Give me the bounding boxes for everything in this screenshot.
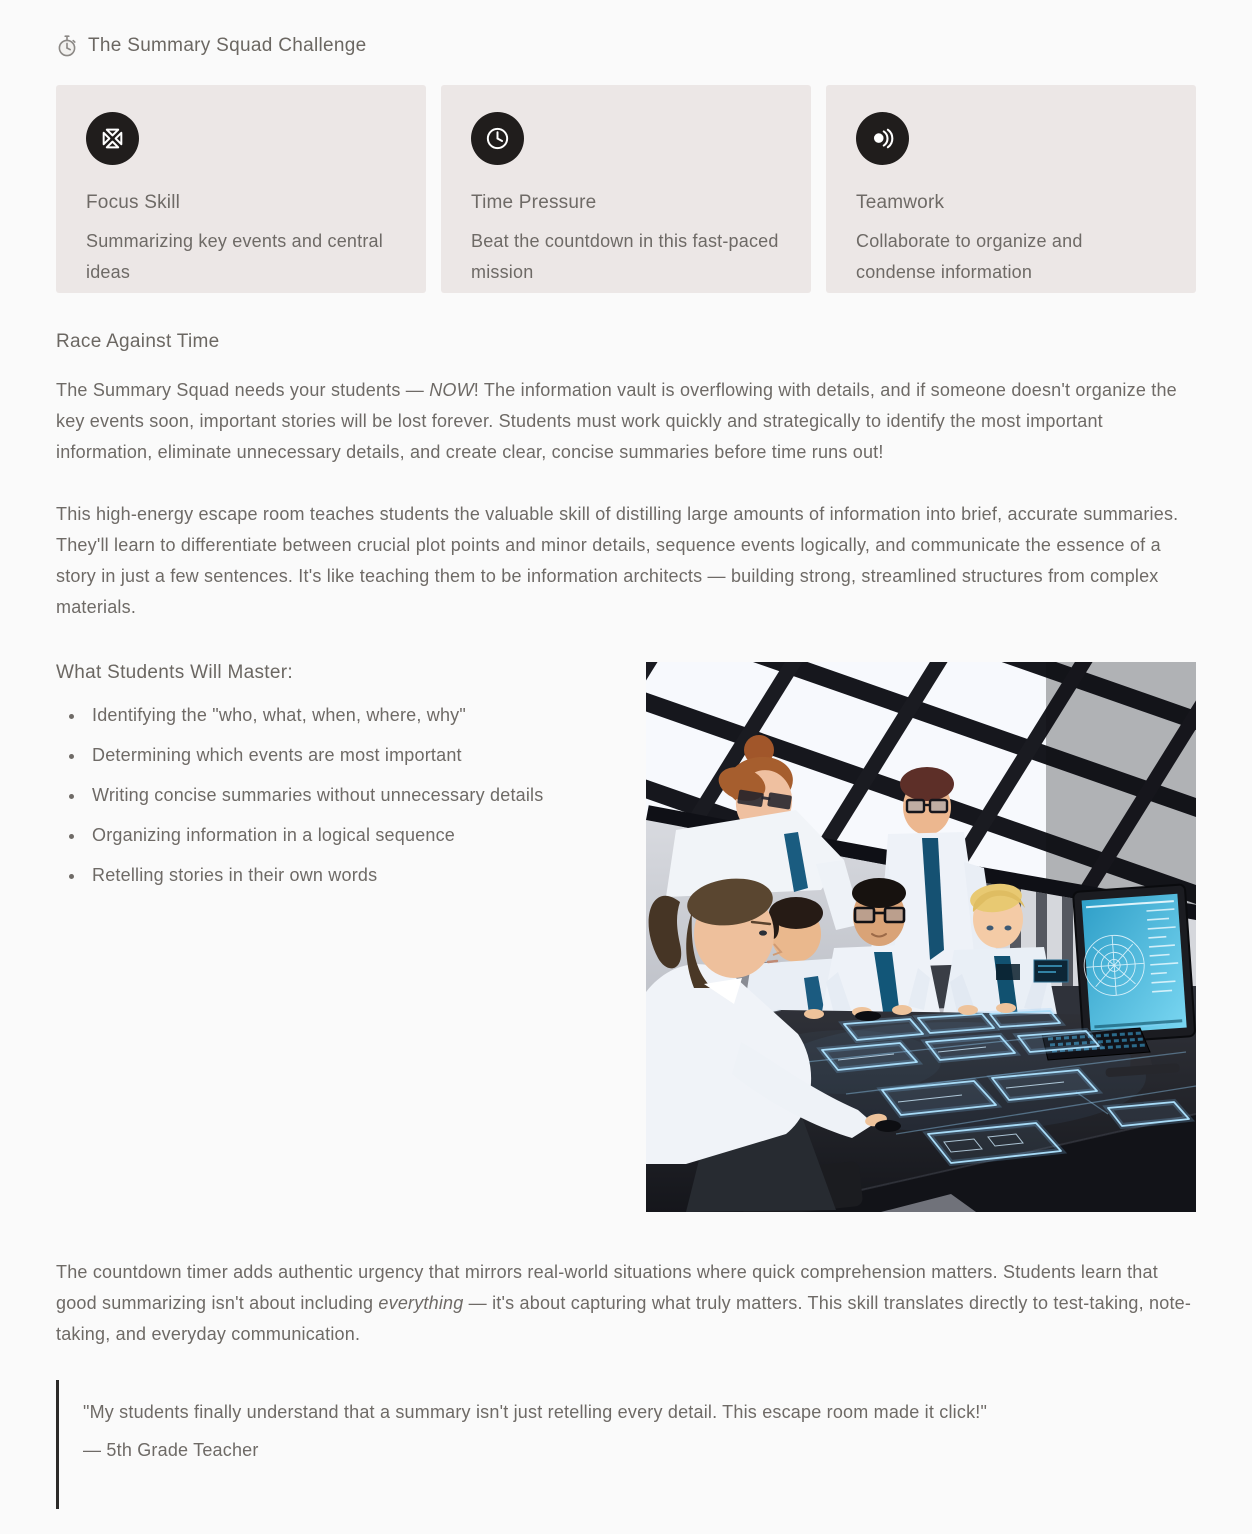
card-focus-skill	[56, 85, 426, 293]
card-teamwork	[826, 85, 1196, 293]
race-against-time-heading: Race Against Time	[56, 331, 220, 352]
card-title: Focus Skill	[86, 192, 181, 213]
stopwatch-icon	[56, 34, 78, 58]
page	[0, 34, 1252, 1509]
teamwork-icon	[856, 112, 909, 165]
card-title: Time Pressure	[471, 192, 597, 213]
card-text: Summarizing key events and central ideas	[86, 231, 383, 282]
card-time-pressure	[441, 85, 811, 293]
quote-attribution: — 5th Grade Teacher	[83, 1440, 259, 1460]
skills-paragraph: This high-energy escape room teaches students the valuable skill of distilling large amounts of information into brief, accurate summaries. They'll learn to differentiate between crucial plot points and minor details, sequence events logically, and communicate the essence of a story in just a few sentences. It's like teaching them to be information architects — building strong, streamlined structures from complex materials.	[56, 504, 1179, 617]
page-title-text: The Summary Squad Challenge	[88, 35, 367, 56]
quote-text: "My students finally understand that a summary isn't just retelling every detail. This escape room made it click!"	[83, 1402, 988, 1422]
clock-icon	[471, 112, 524, 165]
card-text: Beat the countdown in this fast-paced mission	[471, 231, 779, 282]
list-item: • Retelling stories in their own words	[86, 860, 1196, 891]
page-title	[56, 34, 1196, 58]
list-item: • Organizing information in a logical sequence	[86, 820, 1196, 851]
teacher-quote	[56, 1380, 1196, 1509]
feature-cards	[56, 85, 1196, 293]
countdown-paragraph: The countdown timer adds authentic urgency that mirrors real-world situations where quick comprehension matters. Students learn that good summarizing isn't about including everything — it's about capturing what truly matters. This skill translates directly to test-taking, note-taking, and everyday communication.	[56, 1262, 1192, 1344]
focus-icon	[86, 112, 139, 165]
list-item: • Determining which events are most important	[86, 740, 1196, 771]
master-heading: What Students Will Master:	[56, 662, 293, 683]
card-title: Teamwork	[856, 192, 945, 213]
list-item: • Writing concise summaries without unnecessary details	[86, 780, 1196, 811]
list-item: • Identifying the "who, what, when, where, why"	[86, 700, 1196, 731]
students-collaboration-image	[646, 662, 1196, 1212]
intro-paragraph: The Summary Squad needs your students — NOW! The information vault is overflowing with details, and if someone doesn't organize the key events soon, important stories will be lost forever. Students must work quickly and strategically to identify the most important information, eliminate unnecessary details, and create clear, concise summaries before time runs out!	[56, 380, 1177, 462]
master-section	[56, 662, 1196, 891]
card-text: Collaborate to organize and condense information	[856, 231, 1083, 282]
